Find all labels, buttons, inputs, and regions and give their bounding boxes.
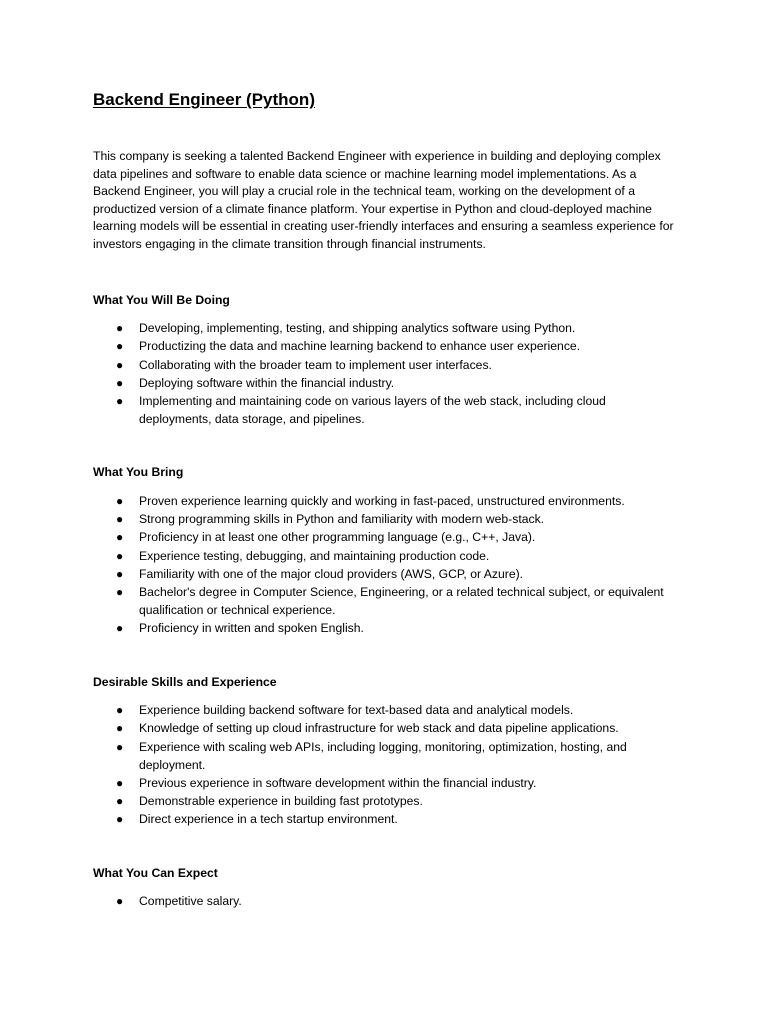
section-heading-doing: What You Will Be Doing <box>93 292 230 307</box>
list-item-text: Familiarity with one of the major cloud providers (AWS, GCP, or Azure). <box>139 566 524 581</box>
bullet-icon: ● <box>116 776 124 790</box>
list-item <box>93 701 678 719</box>
list-item <box>93 583 678 619</box>
bullet-icon: ● <box>116 548 124 563</box>
list-item-text: Proficiency in written and spoken English. <box>139 621 364 636</box>
list-item <box>93 492 678 510</box>
list-item <box>93 319 678 337</box>
section-heading-expect: What You Can Expect <box>93 865 218 880</box>
bullet-icon: ● <box>116 739 124 754</box>
bullet-icon: ● <box>116 493 124 508</box>
list-item-text: Deploying software within the financial industry. <box>139 375 395 390</box>
list-item-text: Productizing the data and machine learning backend to enhance user experience. <box>139 339 581 354</box>
bullet-icon: ● <box>116 894 124 909</box>
bullet-icon: ● <box>116 339 124 354</box>
bullet-icon: ● <box>116 794 124 809</box>
list-item <box>93 528 678 546</box>
list-item-text: Demonstrable experience in building fast prototypes. <box>139 794 423 809</box>
list-item-text: Direct experience in a tech startup environment. <box>139 812 398 827</box>
bullet-list-expect <box>93 892 678 910</box>
list-item <box>93 356 678 374</box>
bullet-icon: ● <box>116 812 124 827</box>
list-item-text: Proven experience learning quickly and working in fast-paced, unstructured environments. <box>139 493 625 508</box>
bullet-icon: ● <box>116 530 124 545</box>
list-item <box>93 738 678 774</box>
bullet-list-bring <box>93 492 678 638</box>
list-item-text: Experience testing, debugging, and maintaining production code. <box>139 548 490 563</box>
list-item <box>93 565 678 583</box>
list-item-text: Developing, implementing, testing, and shipping analytics software using Python. <box>139 321 576 336</box>
list-item-text: Previous experience in software development within the financial industry. <box>139 776 537 790</box>
bullet-icon: ● <box>116 721 124 736</box>
list-item <box>93 619 678 637</box>
list-item <box>93 719 678 737</box>
page-title: Backend Engineer (Python) <box>93 90 315 109</box>
list-item <box>93 510 678 528</box>
list-item-text: Knowledge of setting up cloud infrastructure for web stack and data pipeline applications. <box>139 721 619 736</box>
list-item-text: Collaborating with the broader team to implement user interfaces. <box>139 357 492 372</box>
list-item-text: Strong programming skills in Python and familiarity with modern web-stack. <box>139 512 545 527</box>
list-item-text: Proficiency in at least one other programming language (e.g., C++, Java). <box>139 530 536 545</box>
bullet-icon: ● <box>116 621 124 636</box>
bullet-list-doing <box>93 319 678 428</box>
list-item <box>93 392 678 428</box>
list-item <box>93 337 678 355</box>
intro-paragraph: This company is seeking a talented Backend Engineer with experience in building and deploying complex data pipelines and software to enable data science or machine learning model implementations. As a Backend Engineer, you will play a crucial role in the technical team, working on the development of a productized version of a climate finance platform. Your expertise in Python and cloud-deployed machine learning models will be essential in creating user-friendly interfaces and ensuring a seamless experience for investors engaging in the climate transition through financial instruments. <box>93 149 674 251</box>
bullet-icon: ● <box>116 375 124 390</box>
list-item <box>93 774 678 792</box>
list-item <box>93 792 678 810</box>
list-item-text: Experience with scaling web APIs, including logging, monitoring, optimization, hosting, and deployment. <box>139 739 627 772</box>
list-item <box>93 892 678 910</box>
bullet-icon: ● <box>116 357 124 372</box>
bullet-list-desirable <box>93 701 678 828</box>
list-item-text: Competitive salary. <box>139 894 242 909</box>
list-item-text: Implementing and maintaining code on various layers of the web stack, including cloud deployments, data storage, and pipelines. <box>139 393 606 427</box>
list-item-text: Experience building backend software for text-based data and analytical models. <box>139 703 574 718</box>
list-item-text: Bachelor's degree in Computer Science, Engineering, or a related technical subject, or equivalent qualification or technical experience. <box>139 584 664 618</box>
bullet-icon: ● <box>116 566 124 581</box>
list-item <box>93 374 678 392</box>
bullet-icon: ● <box>116 703 124 718</box>
section-heading-desirable: Desirable Skills and Experience <box>93 674 277 689</box>
bullet-icon: ● <box>116 584 124 599</box>
bullet-icon: ● <box>116 321 124 336</box>
bullet-icon: ● <box>116 393 124 408</box>
list-item <box>93 810 678 828</box>
section-heading-bring: What You Bring <box>93 465 184 480</box>
list-item <box>93 547 678 565</box>
bullet-icon: ● <box>116 512 124 527</box>
